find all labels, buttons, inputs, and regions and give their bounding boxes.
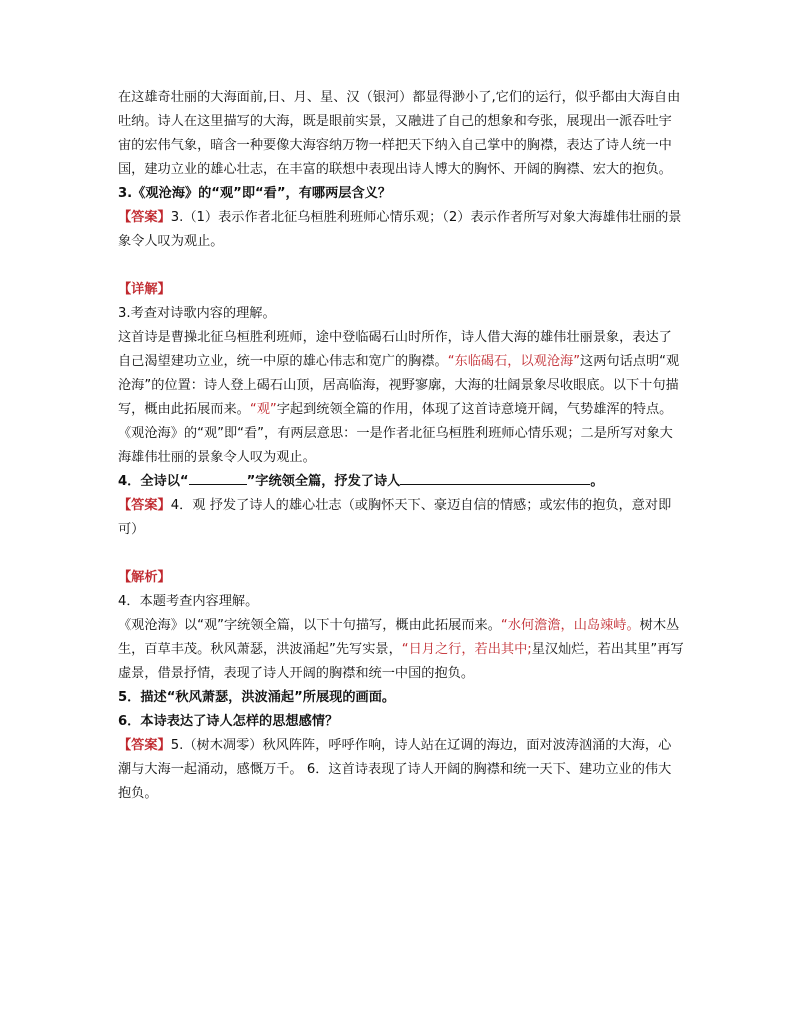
detail-tag: 【详解】 <box>118 282 171 297</box>
detail-3-block <box>118 278 684 470</box>
answer-blank-2[interactable] <box>400 470 590 485</box>
analysis-4-part1: 《观沧海》以“观”字统领全篇，以下十句描写，概由此拓展而来。 <box>118 618 501 633</box>
analysis-4-title: 4．本题考查内容理解。 <box>118 594 259 609</box>
detail-3-text <box>118 326 684 470</box>
analysis-4-block <box>118 566 684 806</box>
answer-tag: 【答案】 <box>118 210 171 225</box>
answer-3 <box>118 206 684 254</box>
question-3: 3.《观沧海》的“观”即“看”，有哪两层含义？ <box>118 186 392 201</box>
question-4-part-c: 。 <box>590 474 604 489</box>
detail-3-title: 3.考查对诗歌内容的理解。 <box>118 306 276 321</box>
question-4-part-b: ”字统领全篇，抒发了诗人 <box>246 474 401 489</box>
answer-5-6 <box>118 734 684 806</box>
question-6: 6．本诗表达了诗人怎样的思想感情？ <box>118 714 339 729</box>
answer-3-text: 3.（1）表示作者北征乌桓胜利班师心情乐观；（2）表示作者所写对象大海雄伟壮丽的景象令人叹为观止。 <box>118 210 682 249</box>
analysis-4-quote1: “水何澹澹，山岛竦峙。 <box>500 618 640 633</box>
analysis-tag: 【解析】 <box>118 570 171 585</box>
detail-3-part2: 这两句话点明“观沧海”的位置：诗人登上碣石山顶，居高临海，视野寥廓，大海的壮阔景象尽收眼底。以下十句描写，概由此拓展而来。 <box>118 354 680 417</box>
intro-block <box>118 86 684 182</box>
answer-blank-1[interactable] <box>189 470 247 485</box>
answer-5-6-text: 5.（树木凋零）秋风阵阵，呼呼作响，诗人站在辽调的海边，面对波涛汹涌的大海，心潮与大海一起涌动，感慨万千。 6．这首诗表现了诗人开阔的胸襟和统一天下、建功立业的伟大抱负。 <box>118 738 672 801</box>
detail-3-quote2: “观” <box>249 402 277 417</box>
answer-tag: 【答案】 <box>118 498 171 513</box>
question-4-part-a: 4．全诗以“ <box>118 474 189 489</box>
answer-4-text: 4．观 抒发了诗人的雄心壮志（或胸怀天下、豪迈自信的情感；或宏伟的抱负，意对即可） <box>118 498 672 537</box>
intro-paragraph: 在这雄奇壮丽的大海面前,日、月、星、汉（银河）都显得渺小了,它们的运行，似乎都由大海自由吐纳。诗人在这里描写的大海，既是眼前实景，又融进了自己的想象和夸张，展现出一派吞吐宇宙的宏伟气象，暗含一种要像大海容纳万物一样把天下纳入自己掌中的胸襟，表达了诗人统一中国，建功立业的雄心壮志，在丰富的联想中表现出诗人博大的胸怀、开阔的胸襟、宏大的抱负。 <box>118 90 681 177</box>
question-4-block <box>118 470 684 542</box>
detail-3-part3: 字起到统领全篇的作用，体现了这首诗意境开阔，气势雄浑的特点。《观沧海》的“观”即“看”，有两层意思：一是作者北征乌桓胜利班师心情乐观；二是所写对象大海雄伟壮丽的景象令人叹为观止。 <box>118 402 673 465</box>
analysis-4-text <box>118 614 684 686</box>
question-5: 5．描述“秋风萧瑟，洪波涌起”所展现的画面。 <box>118 690 396 705</box>
analysis-4-quote2: “日月之行，若出其中; <box>401 642 532 657</box>
detail-3-quote: “东临碣石，以观沧海” <box>447 354 581 369</box>
question-3-block <box>118 182 684 254</box>
answer-4 <box>118 494 684 542</box>
analysis-4-part2: 树木丛生，百草丰茂。秋风萧瑟，洪波涌起”先写实景， <box>118 618 680 657</box>
analysis-4-part3: 星汉灿烂，若出其里”再写虚景，借景抒情，表现了诗人开阔的胸襟和统一中国的抱负。 <box>118 642 684 681</box>
question-4 <box>118 470 684 494</box>
detail-3-part1: 这首诗是曹操北征乌桓胜利班师，途中登临碣石山时所作，诗人借大海的雄伟壮丽景象，表达了自己渴望建功立业，统一中原的雄心伟志和宽广的胸襟。 <box>118 330 672 369</box>
answer-tag: 【答案】 <box>118 738 171 753</box>
